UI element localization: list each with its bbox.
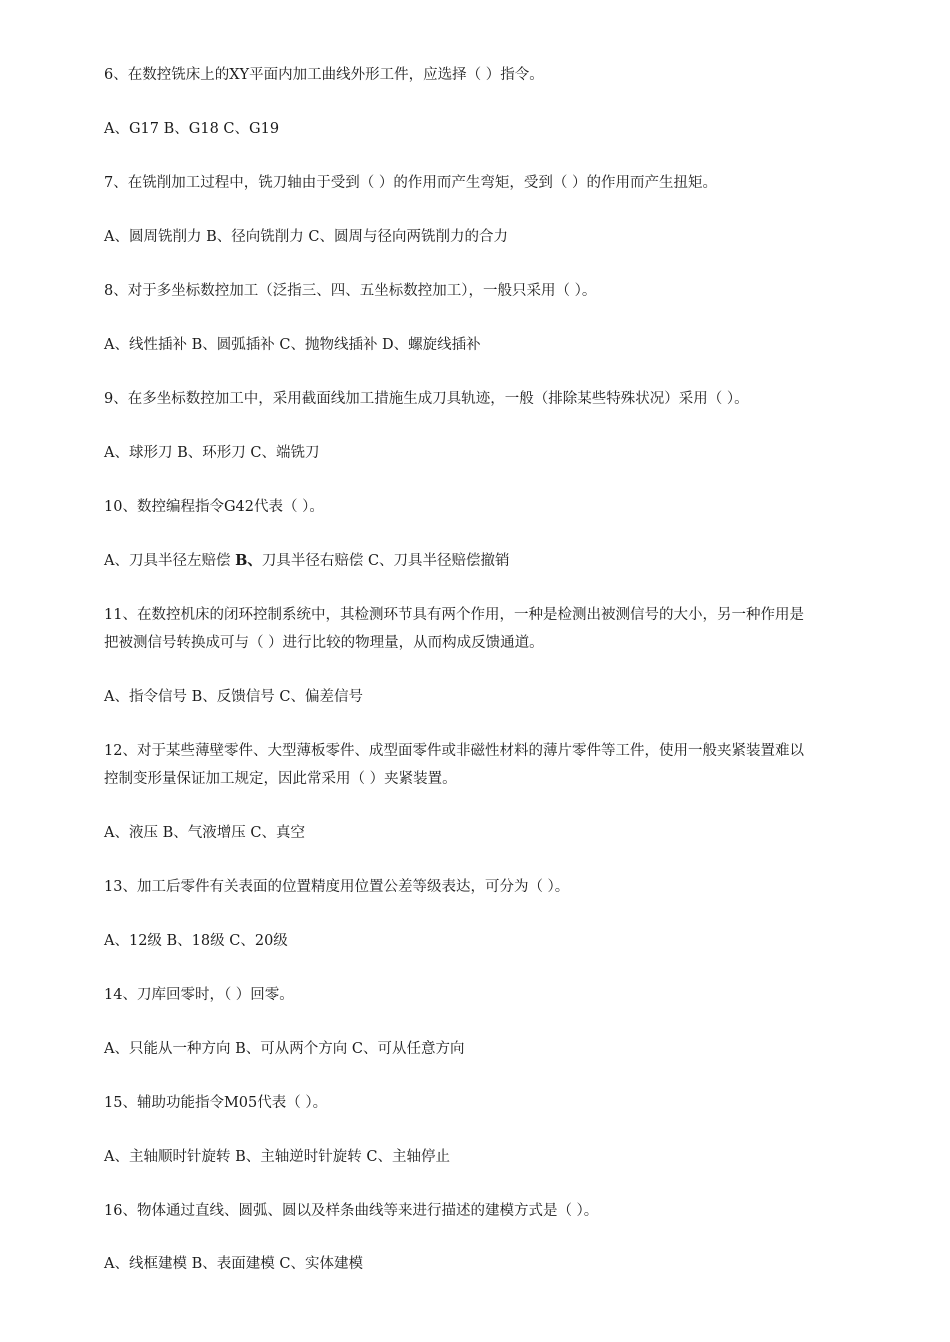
options-7: A、圆周铣削力 B、径向铣削力 C、圆周与径向两铣削力的合力 [104,229,508,245]
options-15: A、主轴顺时针旋转 B、主轴逆时针旋转 C、主轴停止 [104,1149,450,1165]
question-10: 10、数控编程指令G42代表（ ）。 [104,499,324,515]
options-11: A、指令信号 B、反馈信号 C、偏差信号 [104,689,363,705]
question-13: 13、加工后零件有关表面的位置精度用位置公差等级表达，可分为（ ）。 [104,879,570,895]
question-8: 8、对于多坐标数控加工（泛指三、四、五坐标数控加工），一般只采用（ ）。 [104,283,597,299]
question-6: 6、在数控铣床上的XY平面内加工曲线外形工件，应选择（ ）指令。 [104,67,544,83]
options-14: A、只能从一种方向 B、可从两个方向 C、可从任意方向 [104,1041,465,1057]
options-16: A、线框建模 B、表面建模 C、实体建模 [104,1256,363,1272]
question-11-line-2: 把被测信号转换成可与（ ）进行比较的物理量，从而构成反馈通道。 [104,635,544,651]
options-10-b-marker: B、 [235,552,262,569]
options-13: A、12级 B、18级 C、20级 [104,933,288,949]
options-8: A、线性插补 B、圆弧插补 C、抛物线插补 D、螺旋线插补 [104,337,481,353]
options-9: A、球形刀 B、环形刀 C、端铣刀 [104,445,320,461]
options-10 [104,547,894,575]
options-12: A、液压 B、气液增压 C、真空 [104,825,305,841]
question-12-line-1: 12、对于某些薄壁零件、大型薄板零件、成型面零件或非磁性材料的薄片零件等工件，使用一般夹紧装置难以 [104,743,804,759]
question-14: 14、刀库回零时，（ ）回零。 [104,987,294,1003]
options-10-rest: 刀具半径右赔偿 C、刀具半径赔偿撤销 [261,553,510,569]
options-6: A、G17 B、G18 C、G19 [104,121,280,137]
question-16: 16、物体通过直线、圆弧、圆以及样条曲线等来进行描述的建模方式是（ ）。 [104,1203,599,1219]
question-11-line-1: 11、在数控机床的闭环控制系统中，其检测环节具有两个作用，一种是检测出被测信号的大小，另一种作用是 [104,607,804,623]
question-12-line-2: 控制变形量保证加工规定，因此常采用（ ）夹紧装置。 [104,771,457,787]
question-7: 7、在铣削加工过程中，铣刀轴由于受到（ ）的作用而产生弯矩，受到（ ）的作用而产生扭矩。 [104,175,717,191]
question-15: 15、辅助功能指令M05代表（ ）。 [104,1095,328,1111]
options-10-a: A、刀具半径左赔偿 [104,553,236,569]
question-9: 9、在多坐标数控加工中，采用截面线加工措施生成刀具轨迹，一般（排除某些特殊状况）采用（ ）。 [104,391,749,407]
